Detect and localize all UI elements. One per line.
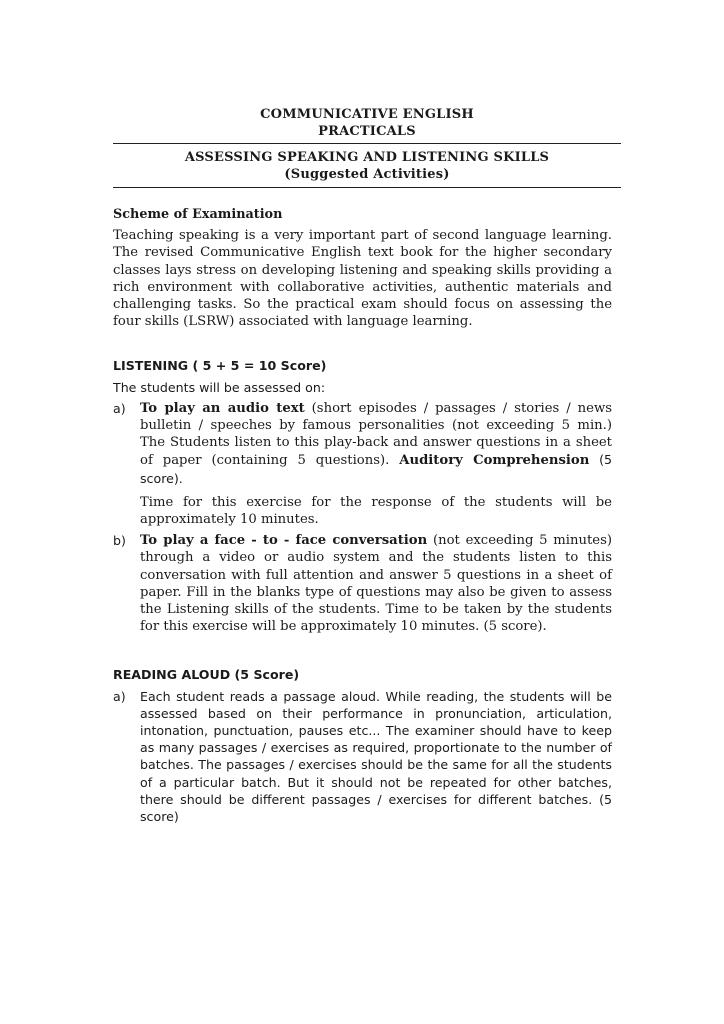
- list-item-body: [140, 400, 612, 528]
- scheme-heading: Scheme of Examination: [113, 207, 283, 222]
- listening-item-a-time: Time for this exercise for the response of the students will be approximately 10 minutes.: [140, 494, 612, 528]
- conversation-detail: (not exceeding 5 minutes) through a video or audio system and the students listen to this conversation with full attention and answer 5 questions in a sheet of paper. Fill in the blanks type of questions may also be given to assess the Listening skills of the students. Time to be taken by the students for this exercise will be approximately 10 minutes. (5 score).: [140, 533, 612, 635]
- section-subtitle: (Suggested Activities): [284, 167, 450, 182]
- reading-item-a: [113, 688, 612, 826]
- list-marker: a): [113, 688, 126, 704]
- bottom-divider: [113, 187, 621, 188]
- top-divider: [113, 143, 621, 144]
- scheme-paragraph: Teaching speaking is a very important part of second language learning. The revised Communicative English text book for the higher secondary classes lays stress on developing listening and speaking skills providing a rich environment with collaborative activities, authentic materials and challenging tasks. So the practical exam should focus on assessing the four skills (LSRW) associated with language learning.: [113, 228, 612, 330]
- audio-text-detail: (short episodes / passages / stories / news bulletin / speeches by famous personalities (not exceeding 5 min.) The Students listen to this play-back and answer questions in a sheet of paper (containing 5 questions).: [140, 400, 612, 469]
- audio-text-lead: To play an audio text: [140, 400, 305, 416]
- audio-score: (5 score).: [140, 452, 612, 486]
- listening-item-a-text: [140, 400, 612, 488]
- list-marker: a): [113, 400, 126, 416]
- document-body: [113, 206, 612, 829]
- auditory-comprehension-label: Auditory Comprehension: [399, 453, 590, 469]
- listening-item-a: [113, 400, 612, 528]
- conversation-lead: To play a face - to - face conversation: [140, 533, 428, 549]
- list-item-body: [140, 688, 612, 826]
- practicals-title: PRACTICALS: [318, 124, 416, 139]
- title-block: [113, 106, 621, 188]
- list-item-body: [140, 532, 612, 635]
- reading-item-a-text: Each student reads a passage aloud. While reading, the students will be assessed based on their performance in pronunciation, articulation, intonation, punctuation, pauses etc... The examiner should have to keep as many passages / exercises as required, proportionate to the number of batches. The passages / exercises should be the same for all the students of a particular batch. But it should not be repeated for other batches, there should be different passages / exercises for different batches. (5 score): [140, 688, 612, 825]
- section-gap: [113, 639, 612, 666]
- subject-title: COMMUNICATIVE ENGLISH: [260, 107, 474, 122]
- reading-heading: READING ALOUD (5 Score): [113, 667, 300, 683]
- section-gap: [113, 330, 612, 357]
- listening-heading: LISTENING ( 5 + 5 = 10 Score): [113, 358, 327, 374]
- section-title: ASSESSING SPEAKING AND LISTENING SKILLS: [184, 150, 550, 165]
- listening-item-b-text: [140, 532, 612, 635]
- listening-item-b: [113, 532, 612, 635]
- listening-intro: The students will be assessed on:: [113, 379, 326, 395]
- list-marker: b): [113, 533, 126, 549]
